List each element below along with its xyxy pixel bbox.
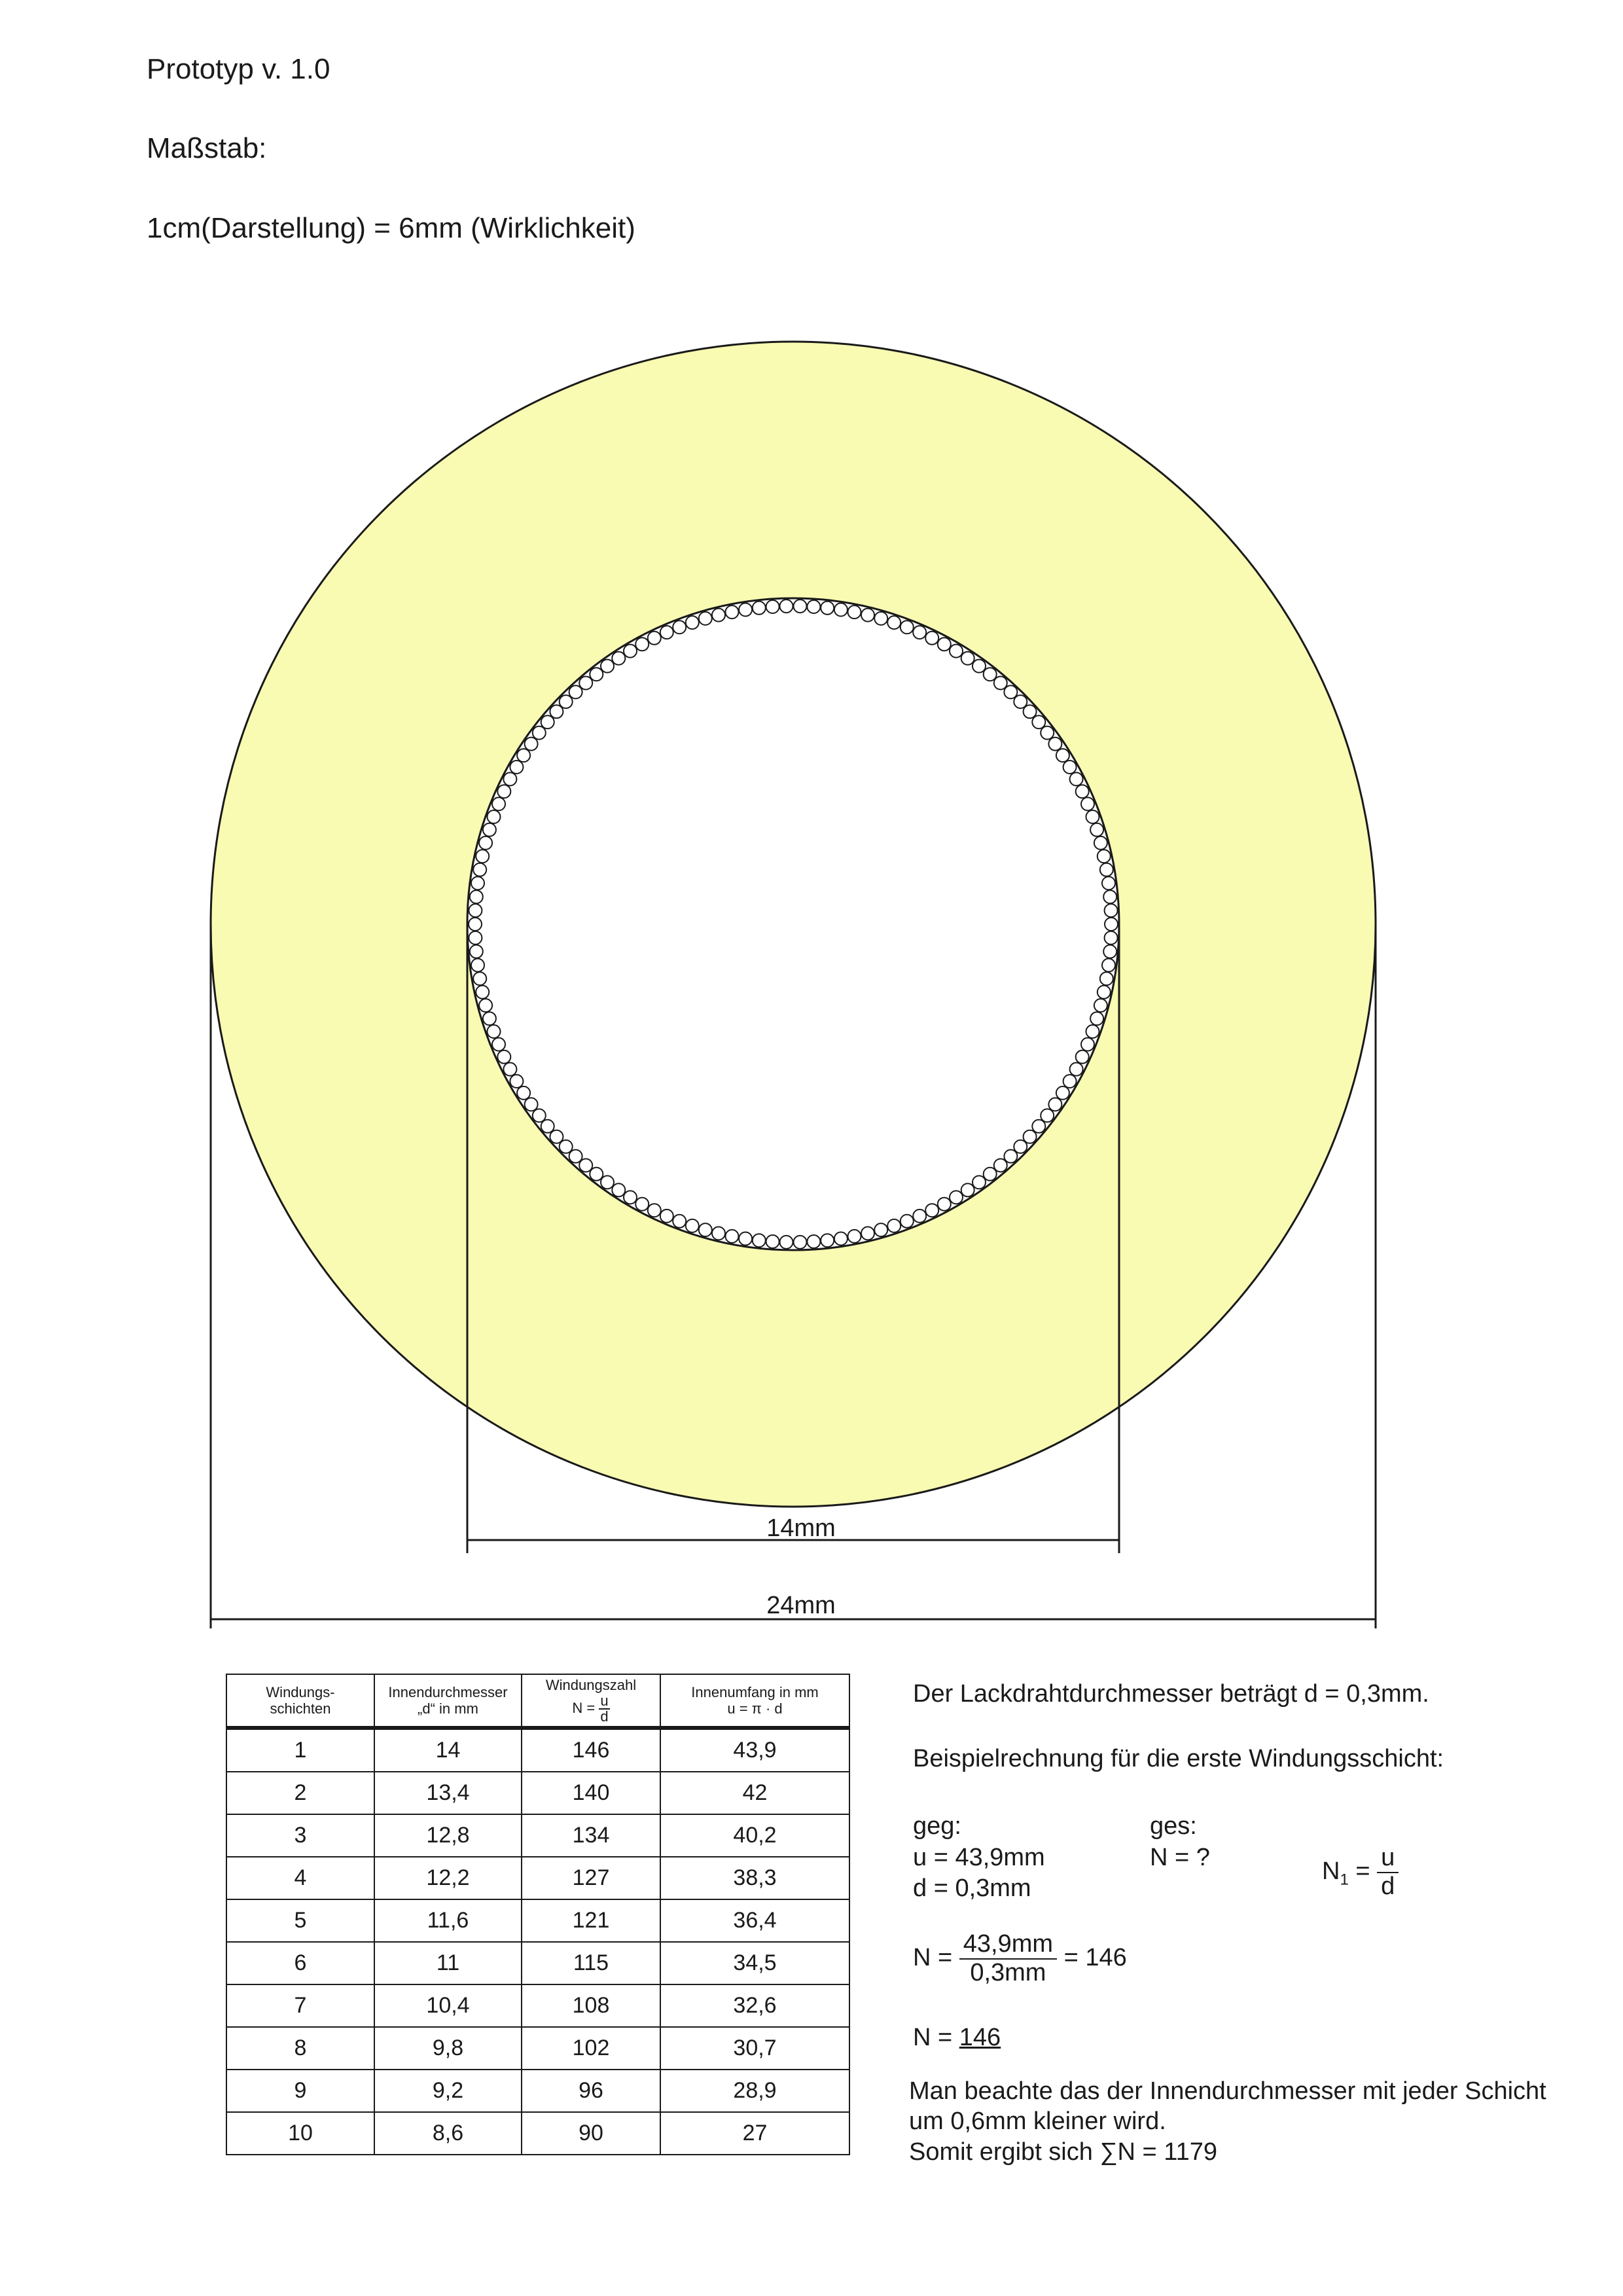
wire-turn — [1102, 959, 1115, 972]
table-cell: 43,9 — [660, 1728, 849, 1772]
wire-turn — [533, 1109, 546, 1122]
wire-turn — [560, 695, 573, 708]
wire-turn — [1103, 890, 1116, 903]
scale-label: Maßstab: — [147, 132, 267, 164]
wire-turn — [887, 616, 901, 629]
wire-turn — [1076, 1050, 1089, 1064]
table-cell: 10 — [226, 2112, 374, 2155]
table-header-row — [226, 1674, 849, 1728]
wire-turn — [483, 1012, 496, 1025]
table-row — [226, 1857, 849, 1899]
table-row — [226, 1814, 849, 1857]
wire-turn — [673, 620, 686, 634]
table-cell: 8 — [226, 2027, 374, 2070]
wire-turn — [780, 600, 793, 613]
wire-turn — [533, 726, 546, 740]
wire-turn — [1094, 836, 1107, 850]
table-cell: 8,6 — [374, 2112, 522, 2155]
wire-turn — [925, 1204, 938, 1217]
windings-table — [226, 1674, 850, 2155]
wire-turn — [726, 1230, 739, 1243]
scale-value: 1cm(Darstellung) = 6mm (Wirklichkeit) — [147, 212, 635, 244]
wire-turn — [488, 1025, 501, 1038]
header-circumference: Innenumfang in mm u = π · d — [660, 1674, 849, 1728]
wire-turn — [1076, 785, 1089, 798]
wire-turn — [984, 1168, 997, 1181]
wire-turn — [1041, 1109, 1054, 1122]
example-title: Beispielrechnung für die erste Windungsschicht: — [913, 1745, 1444, 1772]
table-cell: 96 — [522, 2070, 660, 2112]
wire-turn — [648, 1204, 661, 1217]
wire-turn — [492, 797, 505, 810]
formula-n1: $N_1$ = $\frac{u}{d}$ — [1322, 1844, 1399, 1901]
wire-turn — [471, 876, 484, 889]
wire-turn — [1086, 1025, 1099, 1038]
wire-turn — [848, 1230, 861, 1243]
wire-turn — [517, 1086, 530, 1100]
wire-turn — [1056, 1086, 1069, 1100]
table-row — [226, 1728, 849, 1772]
table-row — [226, 1772, 849, 1814]
wire-turn — [938, 637, 951, 651]
table-row — [226, 1899, 849, 1942]
wire-turn — [1090, 823, 1103, 836]
wire-turn — [950, 1191, 963, 1204]
wire-turn — [612, 652, 625, 665]
wire-turn — [579, 1159, 592, 1172]
wire-turn — [726, 605, 739, 619]
wire-turn — [1032, 1120, 1045, 1133]
wire-turn — [601, 1175, 614, 1189]
wire-turn — [510, 1075, 523, 1088]
table-cell: 14 — [374, 1728, 522, 1772]
wire-turn — [848, 605, 861, 619]
wire-turn — [660, 1210, 673, 1223]
table-cell: 115 — [522, 1942, 660, 1984]
table-cell: 28,9 — [660, 2070, 849, 2112]
wire-turn — [1097, 850, 1111, 863]
wire-turn — [510, 761, 523, 774]
calculation-fraction: $\frac{43,9mm}{0,3mm}$ — [959, 1931, 1057, 1987]
table-cell: 11 — [374, 1942, 522, 1984]
table-cell: 10,4 — [374, 1984, 522, 2027]
wire-turn — [686, 1219, 699, 1232]
wire-turn — [497, 1050, 510, 1064]
wire-turn — [925, 632, 938, 645]
table-cell: 127 — [522, 1857, 660, 1899]
table-cell: 2 — [226, 1772, 374, 1814]
wire-turn — [660, 626, 673, 639]
wire-turn — [525, 1098, 538, 1111]
wire-turn — [635, 637, 649, 651]
wire-turn — [1105, 931, 1118, 944]
table-cell: 11,6 — [374, 1899, 522, 1942]
wire-turn — [1041, 726, 1054, 740]
wire-turn — [497, 785, 510, 798]
wire-turn — [579, 677, 592, 690]
table-cell: 134 — [522, 1814, 660, 1857]
wire-turn — [961, 652, 974, 665]
wire-turn — [473, 863, 486, 876]
wire-turn — [861, 609, 874, 622]
wire-turn — [821, 1234, 834, 1247]
outer-diameter-label: 24mm — [766, 1592, 836, 1619]
wire-turn — [479, 836, 492, 850]
wire-turn — [517, 749, 530, 762]
table-cell: 34,5 — [660, 1942, 849, 1984]
table-row — [226, 1984, 849, 2027]
wire-turn — [1097, 986, 1111, 999]
wire-turn — [469, 904, 482, 917]
table-cell: 32,6 — [660, 1984, 849, 2027]
wire-turn — [1090, 1012, 1103, 1025]
wire-turn — [1048, 738, 1061, 751]
wire-turn — [470, 945, 483, 958]
wire-turn — [994, 677, 1007, 690]
table-cell: 140 — [522, 1772, 660, 1814]
table-cell: 146 — [522, 1728, 660, 1772]
wire-turn — [938, 1198, 951, 1211]
table-cell: 38,3 — [660, 1857, 849, 1899]
table-row — [226, 1942, 849, 1984]
wire-turn — [569, 685, 582, 698]
wire-turn — [1070, 1063, 1083, 1076]
wire-turn — [541, 715, 554, 728]
wire-turn — [712, 1227, 725, 1240]
wire-turn — [541, 1120, 554, 1133]
wire-turn — [1094, 999, 1107, 1012]
wire-turn — [1063, 1075, 1077, 1088]
wire-turn — [503, 1063, 516, 1076]
wire-turn — [590, 668, 603, 681]
header-turns: Windungszahl N = $\frac{u}{d}$ — [522, 1674, 660, 1728]
wire-turn — [476, 986, 489, 999]
wire-turn — [1105, 904, 1118, 917]
table-cell: 121 — [522, 1899, 660, 1942]
table-cell: 9 — [226, 2070, 374, 2112]
wire-turn — [753, 601, 766, 615]
wire-turn — [1004, 1150, 1017, 1163]
header-inner-diameter: Innendurchmesser „d“ in mm — [374, 1674, 522, 1728]
given-block: geg: u = 43,9mm d = 0,3mm — [913, 1812, 1045, 1902]
wire-turn — [794, 600, 807, 613]
table-cell: 7 — [226, 1984, 374, 2027]
wire-turn — [1032, 715, 1045, 728]
header-layers: Windungs- schichten — [226, 1674, 374, 1728]
wire-turn — [473, 972, 486, 985]
wire-turn — [492, 1038, 505, 1051]
result-line: N = 146 — [913, 2024, 1001, 2051]
note-block: Man beachte das der Innendurchmesser mit jeder Schicht um 0,6mm kleiner wird. Somit ergibt sich ∑N = 1179 — [909, 2077, 1546, 2166]
table-cell: 9,2 — [374, 2070, 522, 2112]
table-cell: 40,2 — [660, 1814, 849, 1857]
wire-turn — [1048, 1098, 1061, 1111]
table-cell: 12,2 — [374, 1857, 522, 1899]
wire-turn — [972, 660, 986, 673]
wire-turn — [1100, 863, 1113, 876]
wire-turn — [794, 1236, 807, 1249]
wire-turn — [1063, 761, 1077, 774]
wire-turn — [476, 850, 489, 863]
wire-turn — [569, 1150, 582, 1163]
table-cell: 30,7 — [660, 2027, 849, 2070]
wire-turn — [1100, 972, 1113, 985]
table-row — [226, 2112, 849, 2155]
wire-turn — [624, 645, 637, 658]
table-cell: 9,8 — [374, 2027, 522, 2070]
wire-turn — [479, 999, 492, 1012]
wire-turn — [780, 1236, 793, 1249]
wire-turn — [1056, 749, 1069, 762]
wanted-block: ges: N = ? — [1150, 1812, 1210, 1871]
wire-turn — [1024, 705, 1037, 718]
wire-turn — [525, 738, 538, 751]
wire-turn — [483, 823, 496, 836]
wire-turn — [1081, 797, 1094, 810]
wire-turn — [807, 600, 820, 613]
table-cell: 12,8 — [374, 1814, 522, 1857]
wire-turn — [834, 1232, 847, 1246]
table-cell: 4 — [226, 1857, 374, 1899]
wire-turn — [550, 1130, 563, 1143]
wire-turn — [739, 603, 752, 617]
wire-turn — [1014, 1140, 1027, 1153]
wire-turn — [961, 1183, 974, 1196]
wire-turn — [1070, 772, 1083, 785]
table-cell: 6 — [226, 1942, 374, 1984]
wire-turn — [673, 1215, 686, 1228]
wire-turn — [807, 1235, 820, 1248]
table-cell: 13,4 — [374, 1772, 522, 1814]
wire-turn — [861, 1227, 874, 1240]
wire-turn — [994, 1159, 1007, 1172]
wire-turn — [469, 918, 482, 931]
wire-turn — [766, 1235, 779, 1248]
table-cell: 102 — [522, 2027, 660, 2070]
wire-turn — [469, 931, 482, 944]
wire-turn — [913, 1210, 926, 1223]
wire-turn — [766, 600, 779, 613]
formula-fraction: $\frac{u}{d}$ — [1377, 1844, 1399, 1901]
wire-turn — [699, 612, 712, 625]
wire-turn — [887, 1219, 901, 1232]
table-body — [226, 1728, 849, 2155]
wire-turn — [1086, 810, 1099, 823]
wire-turn — [821, 601, 834, 615]
page-title: Prototyp v. 1.0 — [147, 53, 330, 85]
wire-turn — [1103, 945, 1116, 958]
wire-turn — [648, 632, 661, 645]
wire-turn — [913, 626, 926, 639]
table-cell: 42 — [660, 1772, 849, 1814]
wire-turn — [874, 612, 887, 625]
table-row — [226, 2070, 849, 2112]
wire-turn — [470, 890, 483, 903]
wire-turn — [699, 1223, 712, 1236]
wire-turn — [739, 1232, 752, 1246]
wire-turn — [753, 1234, 766, 1247]
wire-turn — [635, 1198, 649, 1211]
table-cell: 3 — [226, 1814, 374, 1857]
wire-turn — [972, 1175, 986, 1189]
table-cell: 90 — [522, 2112, 660, 2155]
wire-turn — [950, 645, 963, 658]
wire-turn — [590, 1168, 603, 1181]
turns-formula-fraction: $\frac{u}{d}$ — [600, 1692, 609, 1725]
table-cell: 27 — [660, 2112, 849, 2155]
calculation-line: N = $\frac{43,9mm}{0,3mm}$ = 146 — [913, 1930, 1127, 1986]
wire-turn — [488, 810, 501, 823]
wire-turn — [1081, 1038, 1094, 1051]
wire-turn — [686, 616, 699, 629]
table-cell: 108 — [522, 1984, 660, 2027]
wire-turn — [901, 620, 914, 634]
wire-turn — [1004, 685, 1017, 698]
wire-turn — [984, 668, 997, 681]
wire-turn — [612, 1183, 625, 1196]
wire-turn — [834, 603, 847, 617]
table-cell: 5 — [226, 1899, 374, 1942]
wire-turn — [901, 1215, 914, 1228]
wire-turn — [503, 772, 516, 785]
wire-turn — [471, 959, 484, 972]
wire-turn — [712, 609, 725, 622]
table-row — [226, 2027, 849, 2070]
wire-diameter-text: Der Lackdrahtdurchmesser beträgt d = 0,3mm. — [913, 1680, 1429, 1708]
wire-turn — [624, 1191, 637, 1204]
wire-turn — [874, 1223, 887, 1236]
table-cell: 1 — [226, 1728, 374, 1772]
wire-turn — [601, 660, 614, 673]
table-cell: 36,4 — [660, 1899, 849, 1942]
inner-diameter-label: 14mm — [766, 1515, 836, 1542]
wire-turn — [1105, 918, 1118, 931]
wire-turn — [1102, 876, 1115, 889]
